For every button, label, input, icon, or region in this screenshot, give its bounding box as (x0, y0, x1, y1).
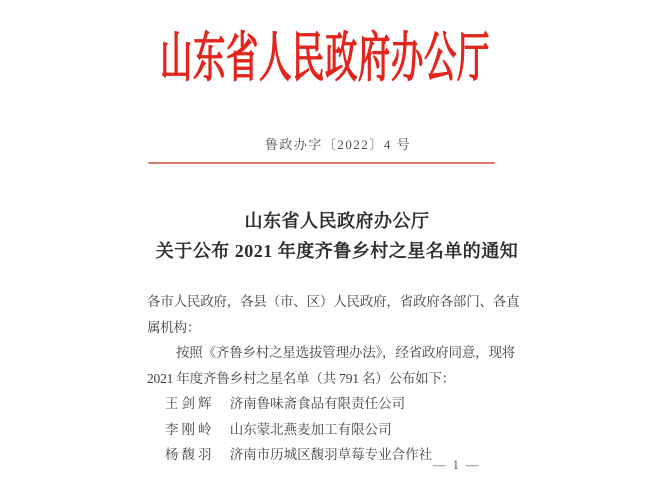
awardee-name: 李刚岭 (165, 421, 215, 437)
body-line-paragraph-2: 2021 年度齐鲁乡村之星名单（共 791 名）公布如下： (147, 370, 456, 386)
awardee-row (147, 391, 513, 417)
awardee-organization: 济南鲁味斋食品有限责任公司 (229, 396, 406, 411)
document-number: 鲁政办字〔2022〕4 号 (264, 137, 412, 152)
page-number: — 1 — (433, 458, 481, 472)
notice-title (12, 206, 650, 266)
awardee-row (147, 417, 513, 443)
awardee-organization: 济南市历城区馥羽草莓专业合作社 (229, 447, 433, 462)
notice-title-line1: 山东省人民政府办公厅 (244, 211, 430, 231)
awardee-organization: 山东蒙北燕麦加工有限公司 (229, 421, 392, 437)
awardee-name: 杨馥羽 (165, 447, 215, 462)
letterhead-title: 山东省人民政府办公厅 (160, 28, 490, 88)
letterhead (0, 30, 650, 100)
notice-title-line2: 关于公布 2021 年度齐鲁乡村之星名单的通知 (155, 241, 519, 261)
awardee-name: 王剑辉 (165, 396, 215, 411)
body-line-paragraph-1: 按照《齐鲁乡村之星选拔管理办法》，经省政府同意，现将 (176, 345, 516, 360)
red-divider-line (148, 162, 495, 164)
body-line-salutation-1: 各市人民政府，各县（市、区）人民政府，省政府各部门、各直 (147, 294, 520, 309)
document-body (147, 289, 520, 468)
body-line-salutation-2: 属机构： (147, 319, 201, 335)
